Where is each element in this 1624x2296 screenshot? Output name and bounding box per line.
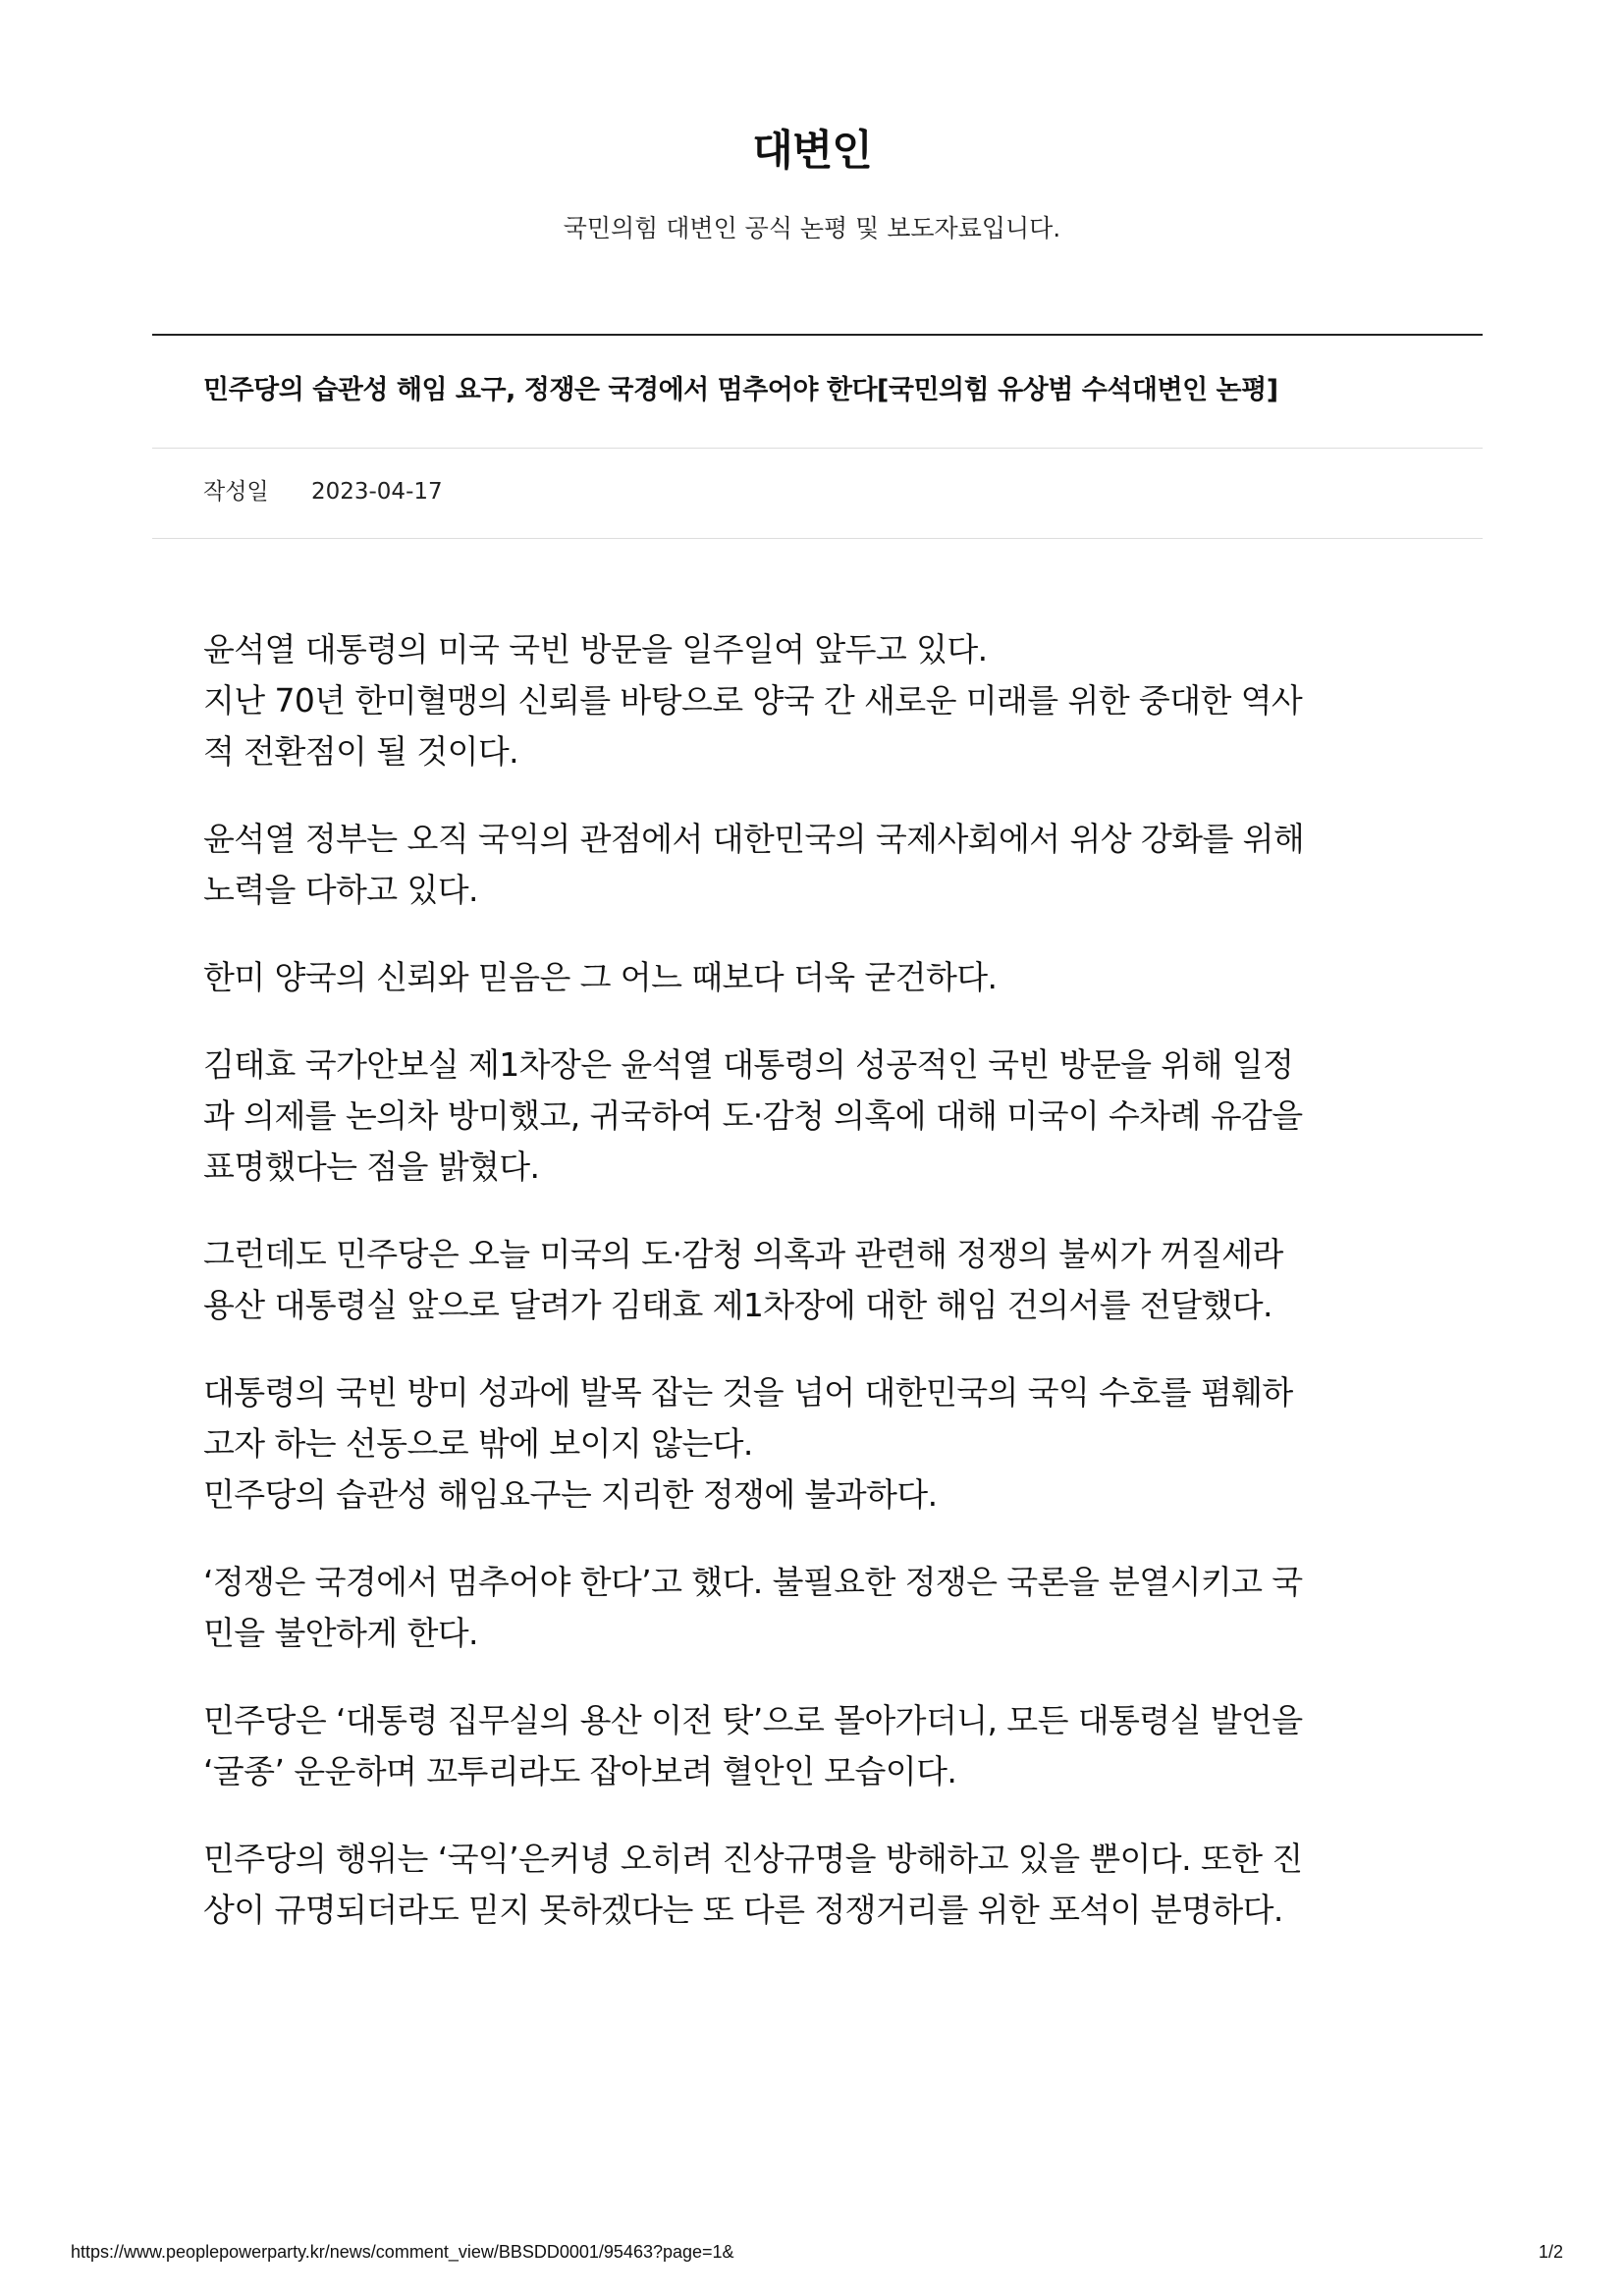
meta-divider: [152, 538, 1483, 539]
body-paragraph: [203, 624, 1450, 777]
body-line: 지난 70년 한미혈맹의 신뢰를 바탕으로 양국 간 새로운 미래를 위한 중대한 역사: [203, 681, 1303, 720]
body-line: 한미 양국의 신뢰와 믿음은 그 어느 때보다 더욱 굳건하다.: [203, 958, 998, 996]
body-line: 민을 불안하게 한다.: [203, 1614, 478, 1652]
body-paragraph: [203, 1834, 1450, 1936]
body-line: 그런데도 민주당은 오늘 미국의 도·감청 의혹과 관련해 정쟁의 불씨가 꺼질세라: [203, 1235, 1283, 1273]
body-line: 윤석열 대통령의 미국 국빈 방문을 일주일여 앞두고 있다.: [203, 630, 988, 668]
article-date: 2023-04-17: [310, 479, 443, 505]
body-line: 표명했다는 점을 밝혔다.: [203, 1148, 540, 1186]
body-paragraph: [203, 1557, 1450, 1659]
body-paragraph: [203, 1367, 1450, 1521]
body-line: 대통령의 국빈 방미 성과에 발목 잡는 것을 넘어 대한민국의 국익 수호를 폄훼하: [203, 1373, 1293, 1412]
body-line: ‘정쟁은 국경에서 멈추어야 한다’고 했다. 불필요한 정쟁은 국론을 분열시키고 국: [203, 1563, 1303, 1601]
section-subtitle: 국민의힘 대변인 공식 논평 및 보도자료입니다.: [563, 214, 1061, 242]
title-divider: [152, 448, 1483, 449]
article-meta: [203, 475, 443, 508]
body-line: 민주당의 습관성 해임요구는 지리한 정쟁에 불과하다.: [203, 1475, 938, 1514]
body-paragraph: [203, 1695, 1450, 1797]
footer-url: https://www.peoplepowerparty.kr/news/comment_view/BBSDD0001/95463?page=1&: [71, 2242, 734, 2262]
article-title[interactable]: 민주당의 습관성 해임 요구, 정쟁은 국경에서 멈추어야 한다[국민의힘 유상범 수석대변인 논평]: [203, 375, 1278, 405]
body-line: 민주당의 행위는 ‘국익’은커녕 오히려 진상규명을 방해하고 있을 뿐이다. 또한 진: [203, 1840, 1303, 1878]
body-line: 노력을 다하고 있다.: [203, 871, 478, 909]
date-label: 작성일: [203, 479, 269, 505]
body-line: 민주당은 ‘대통령 집무실의 용산 이전 탓’으로 몰아가더니, 모든 대통령실 발언을: [203, 1701, 1303, 1739]
body-line: 과 의제를 논의차 방미했고, 귀국하여 도·감청 의혹에 대해 미국이 수차례 유감을: [203, 1096, 1303, 1135]
page-number: 1/2: [1538, 2242, 1563, 2262]
body-line: 용산 대통령실 앞으로 달려가 김태효 제1차장에 대한 해임 건의서를 전달했다.: [203, 1286, 1272, 1324]
body-paragraph: [203, 814, 1450, 916]
body-line: 적 전환점이 될 것이다.: [203, 732, 519, 771]
header-divider: [152, 334, 1483, 336]
body-line: ‘굴종’ 운운하며 꼬투리라도 잡아보려 혈안인 모습이다.: [203, 1752, 957, 1790]
body-paragraph: [203, 1040, 1450, 1193]
section-title: 대변인: [752, 127, 872, 176]
body-line: 윤석열 정부는 오직 국익의 관점에서 대한민국의 국제사회에서 위상 강화를 위해: [203, 820, 1305, 858]
article-body: [203, 624, 1450, 1972]
body-paragraph: [203, 1229, 1450, 1331]
body-line: 고자 하는 선동으로 밖에 보이지 않는다.: [203, 1424, 753, 1463]
body-line: 김태효 국가안보실 제1차장은 윤석열 대통령의 성공적인 국빈 방문을 위해 일정: [203, 1045, 1294, 1084]
body-line: 상이 규명되더라도 믿지 못하겠다는 또 다른 정쟁거리를 위한 포석이 분명하다.: [203, 1891, 1283, 1929]
body-paragraph: [203, 952, 1450, 1003]
